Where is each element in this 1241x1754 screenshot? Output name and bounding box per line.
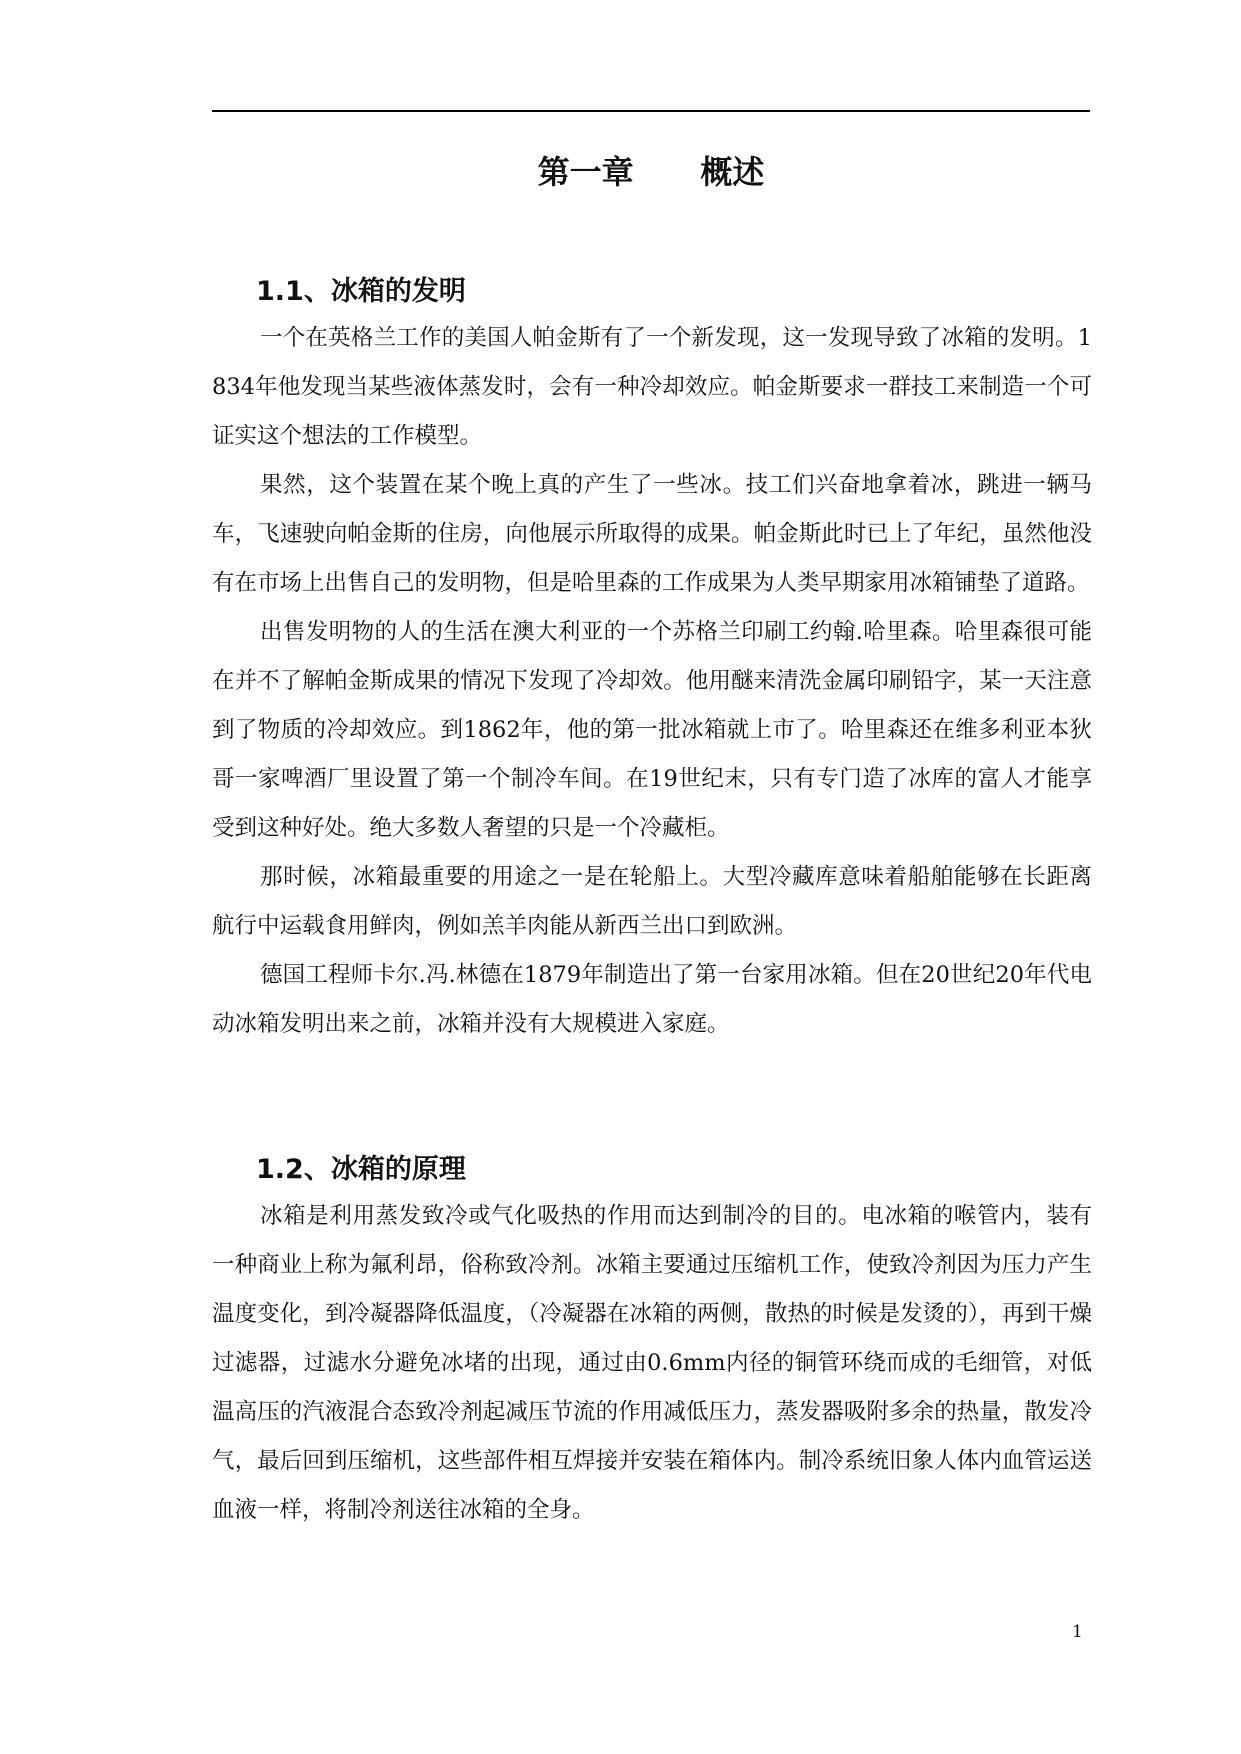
section-principle (212, 1148, 1092, 1535)
page-number: 1 (1072, 1622, 1083, 1642)
paragraph: 冰箱是利用蒸发致冷或气化吸热的作用而达到制冷的目的。电冰箱的喉管内，装有一种商业上称为氟利昂，俗称致冷剂。冰箱主要通过压缩机工作，使致冷剂因为压力产生温度变化，到冷凝器降低温度，（冷凝器在冰箱的两侧，散热的时候是发烫的），再到干燥过滤器，过滤水分避免冰堵的出现，通过由0.6mm内径的铜管环绕而成的毛细管，对低温高压的汽液混合态致冷剂起减压节流的作用减低压力，蒸发器吸附多余的热量，散发冷气，最后回到压缩机，这些部件相互焊接并安装在箱体内。制冷系统旧象人体内血管运送血液一样，将制冷剂送往冰箱的全身。 (212, 1203, 1092, 1523)
section-heading: 1.1、冰箱的发明 (256, 276, 466, 307)
header-rule (212, 110, 1090, 112)
chapter-title: 第一章 概述 (537, 153, 765, 191)
paragraph: 德国工程师卡尔.冯.林德在1879年制造出了第一台家用冰箱。但在20世纪20年代电动冰箱发明出来之前，冰箱并没有大规模进入家庭。 (212, 962, 1092, 1037)
paragraph: 出售发明物的人的生活在澳大利亚的一个苏格兰印刷工约翰.哈里森。哈里森很可能在并不了解帕金斯成果的情况下发现了冷却效。他用醚来清洗金属印刷铅字，某一天注意到了物质的冷却效应。到1862年，他的第一批冰箱就上市了。哈里森还在维多利亚本狄哥一家啤酒厂里设置了第一个制冷车间。在19世纪末，只有专门造了冰库的富人才能享受到这种好处。绝大多数人奢望的只是一个冷藏柜。 (212, 619, 1092, 841)
section-heading: 1.2、冰箱的原理 (256, 1154, 466, 1185)
paragraph: 那时候，冰箱最重要的用途之一是在轮船上。大型冷藏库意味着船舶能够在长距离航行中运载食用鲜肉，例如羔羊肉能从新西兰出口到欧洲。 (212, 864, 1092, 939)
paragraph: 果然，这个装置在某个晚上真的产生了一些冰。技工们兴奋地拿着冰，跳进一辆马车，飞速驶向帕金斯的住房，向他展示所取得的成果。帕金斯此时已上了年纪，虽然他没有在市场上出售自己的发明物，但是哈里森的工作成果为人类早期家用冰箱铺垫了道路。 (212, 472, 1092, 596)
paragraph: 一个在英格兰工作的美国人帕金斯有了一个新发现，这一发现导致了冰箱的发明。1834年他发现当某些液体蒸发时，会有一种冷却效应。帕金斯要求一群技工来制造一个可证实这个想法的工作模型。 (212, 325, 1092, 449)
section-invention (212, 270, 1092, 1049)
